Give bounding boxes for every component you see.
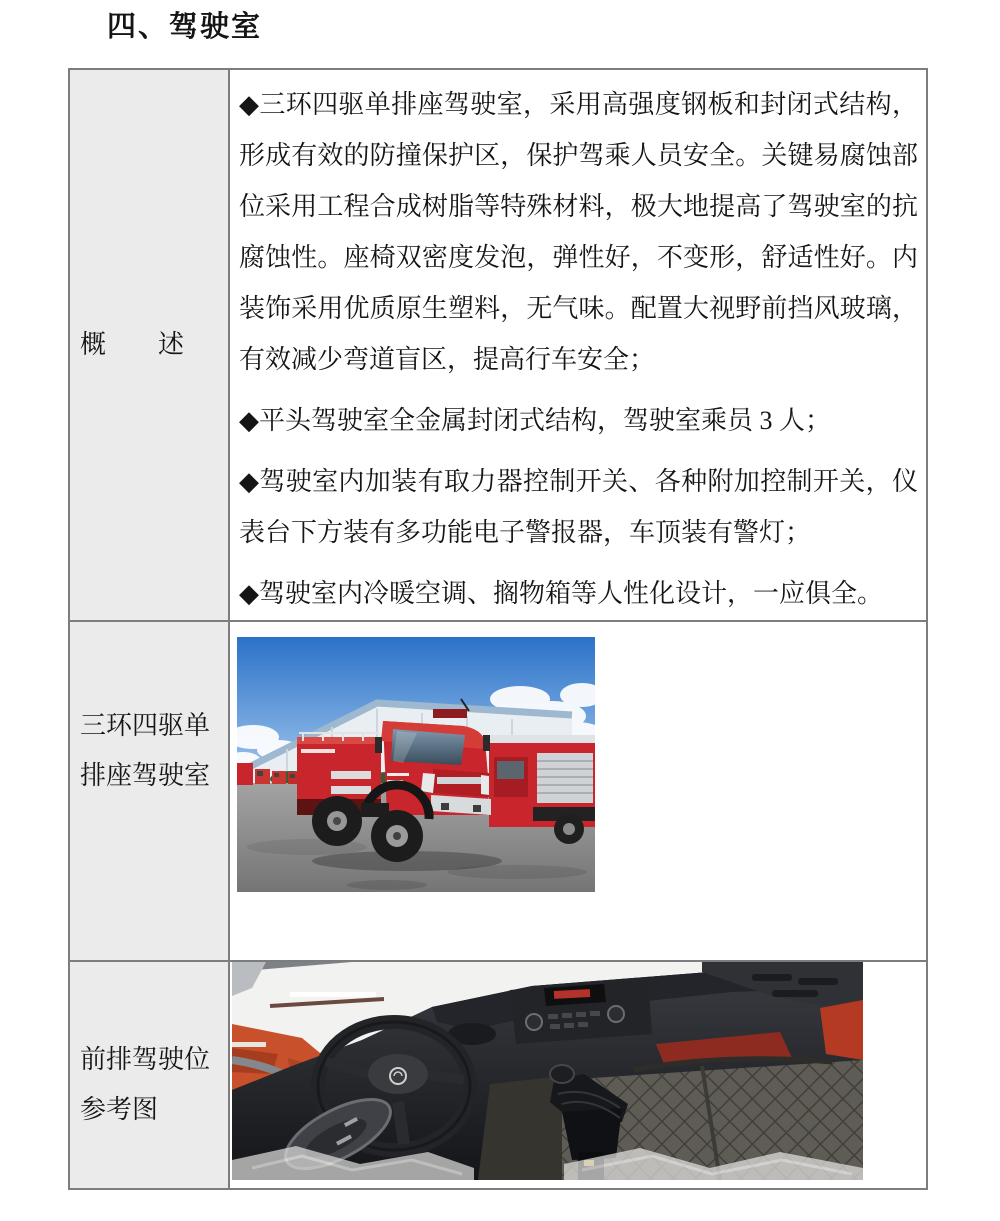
overview-paragraph-1: ◆三环四驱单排座驾驶室，采用高强度钢板和封闭式结构，形成有效的防撞保护区，保护驾乘人员安全。关键易腐蚀部位采用工程合成树脂等特殊材料，极大地提高了驾驶室的抗腐蚀性。座椅双密度发泡，弹性好，不变形，舒适性好。内装饰采用优质原生塑料，无气味。配置大视野前挡风玻璃，有效减少弯道盲区，提高行车安全； <box>239 90 918 374</box>
overview-text <box>230 70 926 619</box>
interior-label-line-1: 前排驾驶位 <box>80 1045 211 1074</box>
cab-label-line-2: 排座驾驶室 <box>80 761 211 790</box>
truck-cab-interior-photo <box>232 962 863 1180</box>
row-cab-label-cell <box>70 620 230 960</box>
row-interior-content-cell <box>230 960 926 1188</box>
overview-label: 概 述 <box>80 330 185 359</box>
row-overview-content-cell <box>230 70 926 620</box>
row-overview-label-cell <box>70 70 230 620</box>
spec-table <box>68 68 928 1190</box>
row-cab-content-cell <box>230 620 926 960</box>
overview-paragraph-2: ◆平头驾驶室全金属封闭式结构，驾驶室乘员 3 人； <box>239 406 831 435</box>
radio-console <box>510 980 652 1044</box>
page-title: 四、驾驶室 <box>107 11 263 43</box>
overview-paragraph-3: ◆驾驶室内加装有取力器控制开关、各种附加控制开关，仪表台下方装有多功能电子警报器，车顶装有警灯； <box>239 467 918 547</box>
cab-label-line-1: 三环四驱单 <box>80 711 211 740</box>
interior-label-line-2: 参考图 <box>80 1095 159 1124</box>
overview-paragraph-4: ◆驾驶室内冷暖空调、搁物箱等人性化设计，一应俱全。 <box>239 579 883 608</box>
fire-truck-exterior-photo <box>237 637 595 892</box>
row-interior-label-cell <box>70 960 230 1188</box>
